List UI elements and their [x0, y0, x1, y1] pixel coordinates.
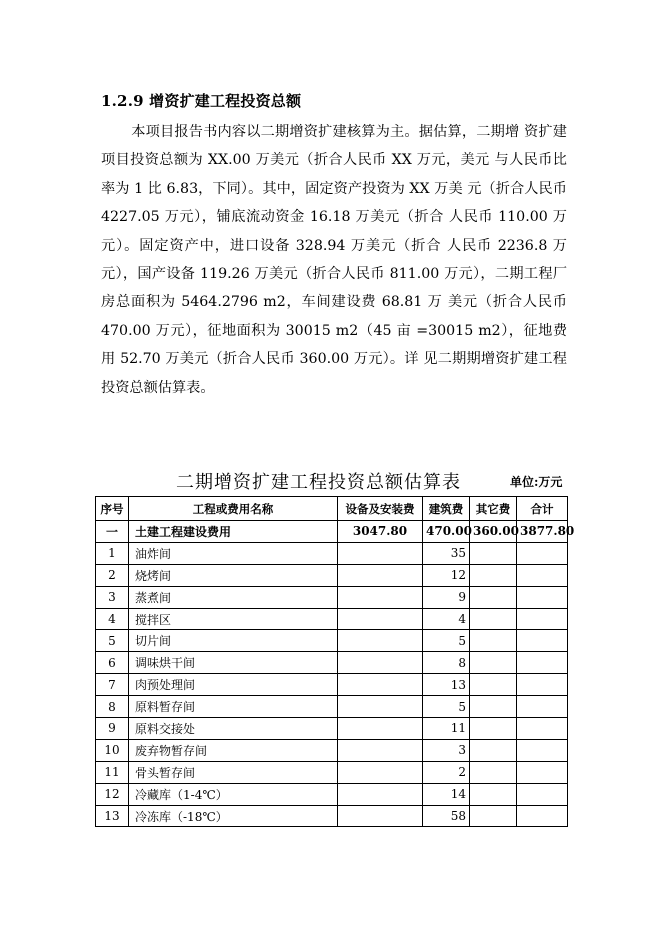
header-cell: 工程或费用名称 — [129, 497, 338, 521]
table-cell — [470, 542, 517, 564]
paragraph-line: 与人民币比率为 1 比 6.83，下同）。其中，固定资产投资为 XX 万美 — [101, 152, 567, 197]
table-cell — [517, 696, 568, 718]
table-row — [96, 696, 568, 718]
table-row — [96, 586, 568, 608]
table-cell — [470, 586, 517, 608]
table-row — [96, 652, 568, 674]
table-cell: 360.00 — [470, 521, 517, 543]
table-cell — [517, 564, 568, 586]
table-cell: 蒸煮间 — [129, 586, 338, 608]
table-cell — [338, 586, 423, 608]
table-row — [96, 542, 568, 564]
table-cell — [470, 630, 517, 652]
table-unit: 单位:万元 — [510, 475, 563, 489]
table-cell — [338, 739, 423, 761]
table-cell — [517, 542, 568, 564]
header-cell: 序号 — [96, 497, 129, 521]
table-cell: 13 — [96, 805, 129, 827]
paragraph-line: 万元），二期工程厂房总面积为 5464.2796 m2，车间建设费 68.81 万 — [101, 266, 568, 311]
paragraph-line: 人民币 110.00 万元）。固定资产中，进口设备 328.94 万美元（折合 — [101, 209, 567, 254]
table-cell: 4 — [96, 608, 129, 630]
table-cell: 13 — [423, 674, 470, 696]
table-cell — [338, 761, 423, 783]
table-cell — [338, 805, 423, 827]
table-cell: 3 — [96, 586, 129, 608]
table-cell — [470, 761, 517, 783]
table-cell — [517, 608, 568, 630]
table-cell — [470, 608, 517, 630]
table-cell: 6 — [96, 652, 129, 674]
body-paragraph — [101, 118, 567, 402]
table-row — [96, 718, 568, 740]
table-cell: 3047.80 — [338, 521, 423, 543]
table-cell — [470, 718, 517, 740]
table-cell: 切片间 — [129, 630, 338, 652]
table-cell — [517, 586, 568, 608]
table-row — [96, 630, 568, 652]
table-cell: 一 — [96, 521, 129, 543]
table-cell: 470.00 — [423, 521, 470, 543]
paragraph-line: 美元（折合人民币 470.00 万元），征地面积为 30015 m2（45 亩 — [101, 294, 567, 339]
table-cell — [338, 652, 423, 674]
table-cell: 58 — [423, 805, 470, 827]
header-cell: 合计 — [517, 497, 568, 521]
table-row — [96, 805, 568, 827]
table-cell: 调味烘干间 — [129, 652, 338, 674]
header-cell: 建筑费 — [423, 497, 470, 521]
table-cell — [517, 761, 568, 783]
table-cell: 冷冻库（-18℃） — [129, 805, 338, 827]
table-row — [96, 783, 568, 805]
table-cell — [338, 542, 423, 564]
table-row — [96, 761, 568, 783]
table-cell — [470, 696, 517, 718]
table-cell: 2 — [423, 761, 470, 783]
section-heading: 1.2.9 增资扩建工程投资总额 — [101, 92, 302, 110]
table-cell — [338, 696, 423, 718]
header-cell: 设备及安装费 — [338, 497, 423, 521]
table-cell — [338, 608, 423, 630]
table-cell: 肉预处理间 — [129, 674, 338, 696]
investment-table — [95, 496, 575, 827]
paragraph-line: =30015 m2），征地费用 52.70 万美元（折合人民币 360.00 万元）。详 — [101, 322, 568, 368]
table-cell: 4 — [423, 608, 470, 630]
paragraph-line: 资扩建项目投资总额为 XX.00 万美元（折合人民币 XX 万元，美元 — [101, 124, 567, 169]
table-cell — [338, 674, 423, 696]
paragraph-line: 元（折合人民币 4227.05 万元），铺底流动资金 16.18 万美元（折合 — [101, 180, 567, 226]
table-row — [96, 564, 568, 586]
table-cell: 5 — [423, 630, 470, 652]
table-cell: 3 — [423, 739, 470, 761]
table-cell: 2 — [96, 564, 129, 586]
table-cell: 7 — [96, 674, 129, 696]
table-cell: 14 — [423, 783, 470, 805]
table-cell: 3877.80 — [517, 521, 568, 543]
table-cell — [470, 805, 517, 827]
table-cell: 油炸间 — [129, 542, 338, 564]
header-cell: 其它费 — [470, 497, 517, 521]
table-cell: 11 — [423, 718, 470, 740]
table-cell: 12 — [423, 564, 470, 586]
table-cell — [517, 783, 568, 805]
table-cell: 搅拌区 — [129, 608, 338, 630]
paragraph-line: 人民币 2236.8 万元），国产设备 119.26 万美元（折合人民币 811.00 — [101, 237, 567, 283]
table-cell — [517, 718, 568, 740]
table-cell — [470, 674, 517, 696]
table-cell — [517, 739, 568, 761]
table-cell: 10 — [96, 739, 129, 761]
table-cell: 1 — [96, 542, 129, 564]
table-cell: 9 — [423, 586, 470, 608]
table-cell: 5 — [96, 630, 129, 652]
table-cell: 原料暂存间 — [129, 696, 338, 718]
table-cell: 冷藏库（1-4℃） — [129, 783, 338, 805]
table-cell: 8 — [96, 696, 129, 718]
table-cell — [338, 783, 423, 805]
table-title: 二期增资扩建工程投资总额估算表 — [176, 472, 461, 493]
table-cell — [517, 805, 568, 827]
table-cell — [470, 652, 517, 674]
table-row — [96, 608, 568, 630]
table-cell: 烧烤间 — [129, 564, 338, 586]
table-row — [96, 521, 568, 543]
table-cell: 9 — [96, 718, 129, 740]
paragraph-line: 本项目报告书内容以二期增资扩建核算为主。据估算，二期增 — [131, 124, 520, 140]
table-cell — [338, 564, 423, 586]
table-cell: 土建工程建设费用 — [129, 521, 338, 543]
table-cell: 废弃物暂存间 — [129, 739, 338, 761]
table-cell — [470, 739, 517, 761]
table-cell — [338, 630, 423, 652]
paragraph-line: 见二期期增资扩建工程投资总额估算表。 — [101, 351, 567, 396]
table-cell: 8 — [423, 652, 470, 674]
table-row — [96, 739, 568, 761]
table-cell: 35 — [423, 542, 470, 564]
table-header-row — [96, 497, 568, 521]
table-cell — [517, 674, 568, 696]
table-cell — [470, 564, 517, 586]
table-cell: 5 — [423, 696, 470, 718]
table-cell: 骨头暂存间 — [129, 761, 338, 783]
table-cell: 12 — [96, 783, 129, 805]
table-cell — [517, 630, 568, 652]
table-cell: 11 — [96, 761, 129, 783]
table-cell — [470, 783, 517, 805]
table-row — [96, 674, 568, 696]
table-cell: 原料交接处 — [129, 718, 338, 740]
table-cell — [338, 718, 423, 740]
table-cell — [517, 652, 568, 674]
